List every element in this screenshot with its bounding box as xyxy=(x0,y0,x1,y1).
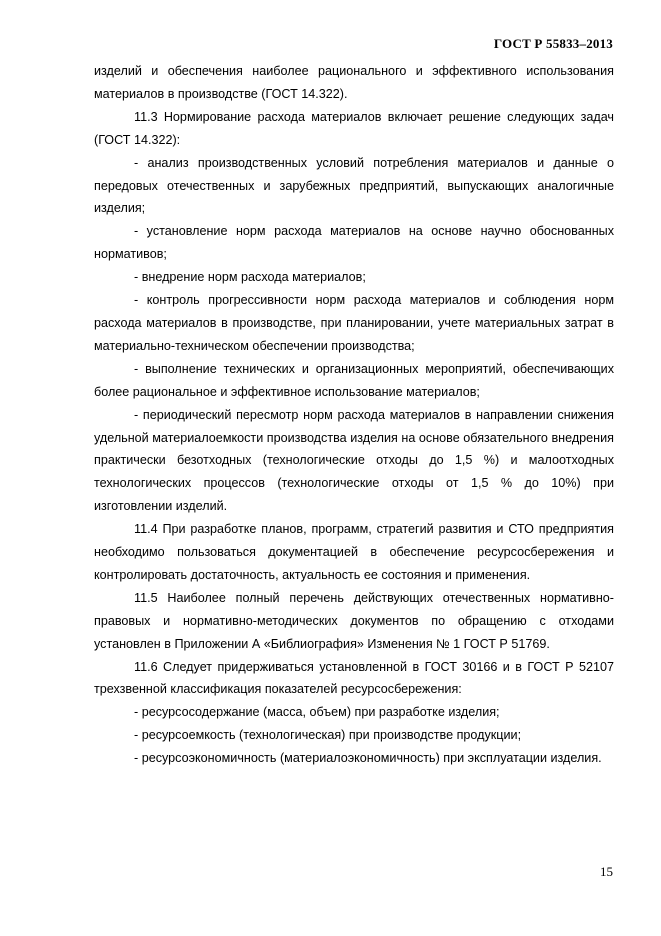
document-body xyxy=(94,60,614,770)
list-item-norms-setting: - установление норм расхода материалов на основе научно обоснованных нормативов; xyxy=(94,224,614,262)
list-item-resource-intensity: - ресурсоемкость (технологическая) при производстве продукции; xyxy=(134,728,522,743)
list-item-norms-introduction: - внедрение норм расхода материалов; xyxy=(134,270,366,285)
list-item-measures: - выполнение технических и организационных мероприятий, обеспечивающих более рациональное и эффективное использование материалов; xyxy=(94,361,614,399)
list-item-progressiveness-control: - контроль прогрессивности норм расхода материалов и соблюдения норм расхода материалов в производстве, при планировании, учете материальных затрат в материально-техническом обеспечении производства; xyxy=(94,293,614,353)
paragraph-continuation: изделий и обеспечения наиболее рационального и эффективного использования материалов в производстве (ГОСТ 14.322). xyxy=(94,64,614,101)
paragraph-11-6: 11.6 Следует придерживаться установленной в ГОСТ 30166 и в ГОСТ Р 52107 трехзвенной классификация показателей ресурсосбережения: xyxy=(94,659,614,697)
list-item-analysis: - анализ производственных условий потребления материалов и данные о передовых отечественных и зарубежных предприятий, выпускающих аналогичные изделия; xyxy=(94,155,614,216)
list-item-periodic-review: - периодический пересмотр норм расхода материалов в направлении снижения удельной материалоемкости производства изделия на основе обязательного внедрения практически безотходных (технологические отходы до 1,5 %) и малоотходных технологических процессов (технологические отходы от 1,5 % до 10%) при изготовлении изделий. xyxy=(94,407,614,514)
page-number: 15 xyxy=(600,864,613,879)
paragraph-11-3: 11.3 Нормирование расхода материалов включает решение следующих задач (ГОСТ 14.322): xyxy=(94,109,614,147)
paragraph-11-4: 11.4 При разработке планов, программ, стратегий развития и СТО предприятия необходимо пользоваться документацией в обеспечение ресурсосбережения и контролировать достаточность, актуальность ее состояния и применения. xyxy=(94,522,614,582)
paragraph-11-5: 11.5 Наиболее полный перечень действующих отечественных нормативно-правовых и нормативно-методических документов по обращению с отходами установлен в Приложении А «Библиография» Изменения № 1 ГОСТ Р 51769. xyxy=(94,590,614,651)
list-item-resource-efficiency: - ресурсоэкономичность (материалоэкономичность) при эксплуатации изделия. xyxy=(134,751,602,766)
list-item-resource-content: - ресурсосодержание (масса, объем) при разработке изделия; xyxy=(134,705,500,720)
document-header: ГОСТ Р 55833–2013 xyxy=(493,36,613,51)
